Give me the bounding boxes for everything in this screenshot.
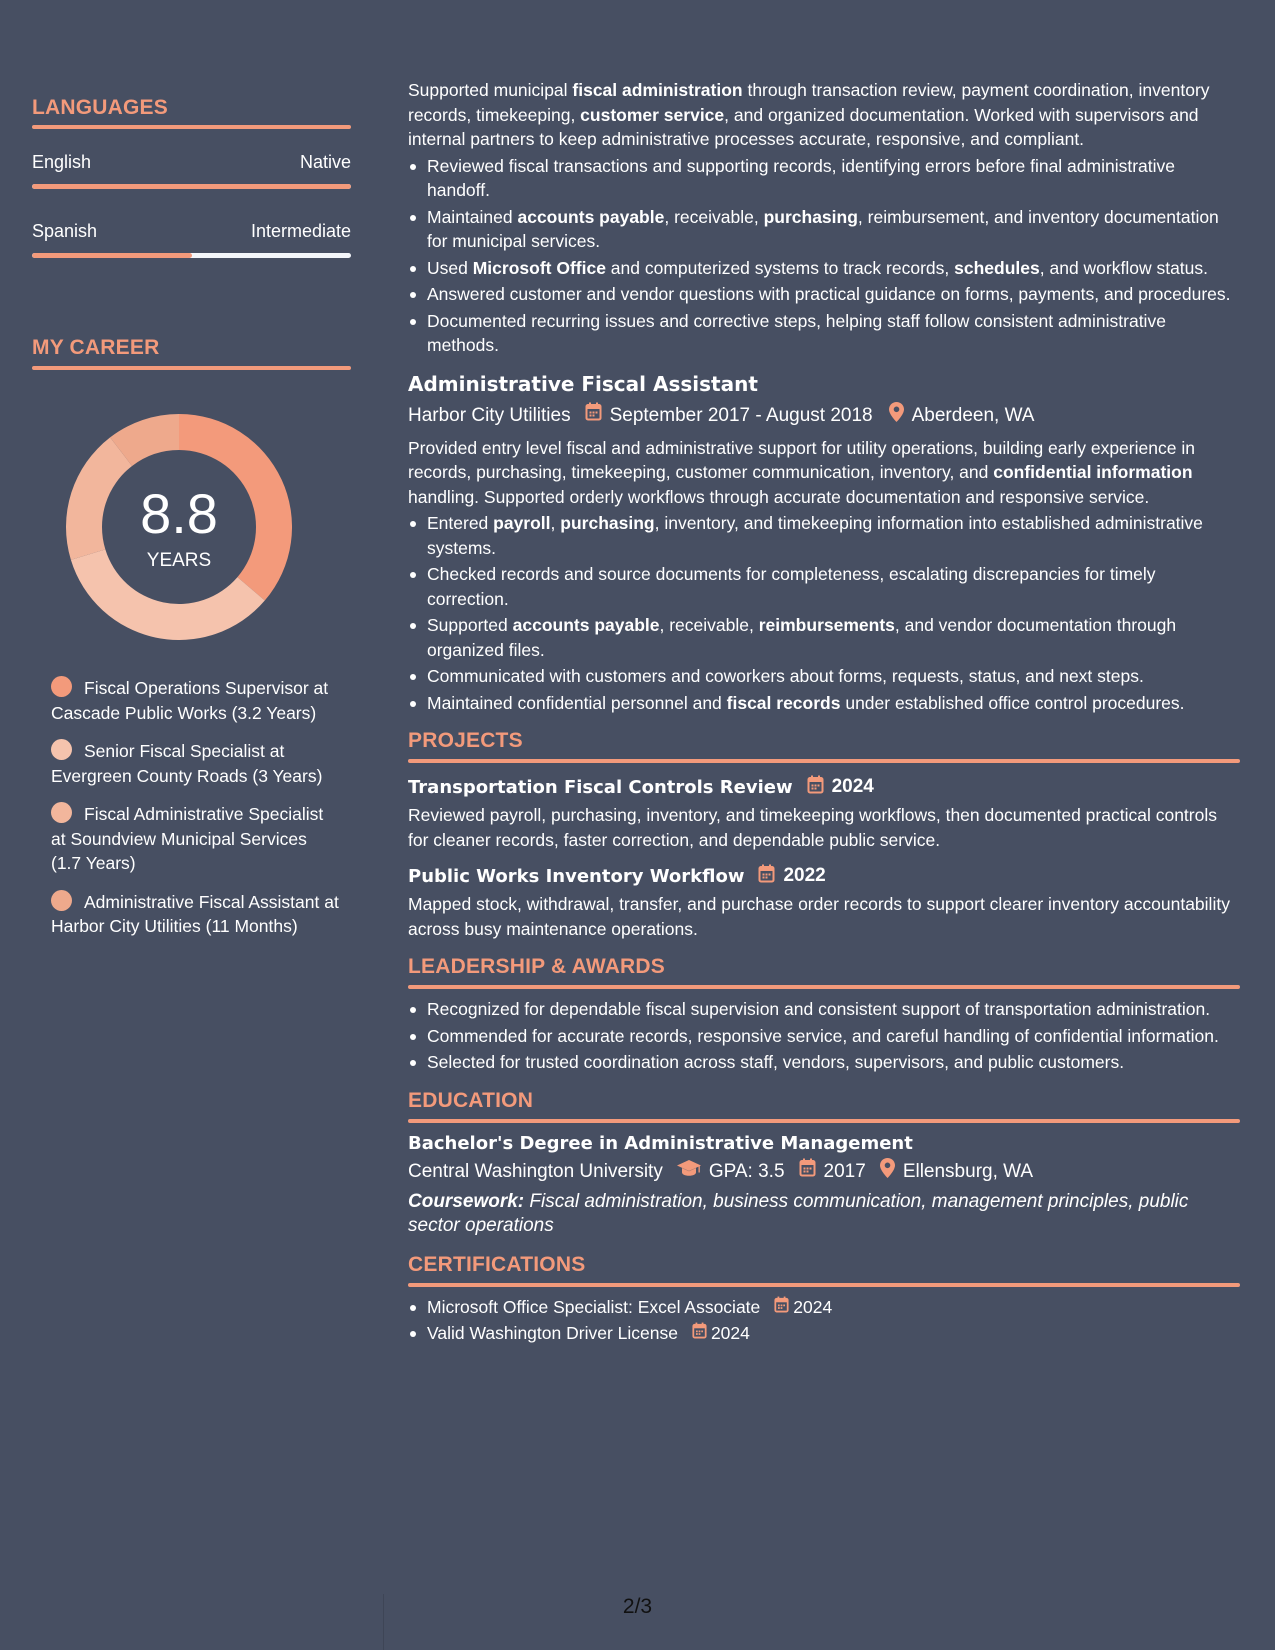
project-name: Transportation Fiscal Controls Review [408, 776, 793, 798]
list-item: Checked records and source documents for completeness, escalating discrepancies for timely correction. [408, 562, 1240, 611]
page-number: 2/3 [622, 1595, 653, 1618]
total-years-unit: YEARS [146, 550, 212, 571]
list-item: Commended for accurate records, responsive service, and careful handling of confidential information. [408, 1024, 1240, 1049]
calendar-icon [585, 402, 602, 429]
list-item: Selected for trusted coordination across staff, vendors, supervisors, and public customers. [408, 1050, 1240, 1075]
language-bar-fill [32, 184, 351, 189]
career-legend-item [51, 676, 341, 725]
language-bar-english [32, 184, 351, 189]
list-item: Answered customer and vendor questions with practical guidance on forms, payments, and procedures. [408, 282, 1240, 307]
job-company: Harbor City Utilities [408, 404, 571, 426]
coursework-label: Coursework: [408, 1190, 525, 1212]
legend-label: Senior Fiscal Specialist at Evergreen County Roads (3 Years) [51, 741, 323, 786]
career-legend-item [51, 739, 341, 788]
job-title: Administrative Fiscal Assistant [408, 371, 758, 396]
list-item: Recognized for dependable fiscal supervision and consistent support of transportation administration. [408, 997, 1240, 1022]
leadership-section [408, 955, 1240, 1075]
list-item: Documented recurring issues and corrective steps, helping staff follow consistent administrative methods. [408, 309, 1240, 358]
language-row-english [32, 152, 351, 173]
project-year: 2024 [831, 776, 874, 797]
languages-heading: LANGUAGES [32, 96, 168, 119]
languages-rule [32, 125, 351, 129]
legend-dot [51, 890, 72, 911]
legend-label: Fiscal Administrative Specialist at Soundview Municipal Services (1.7 Years) [51, 804, 324, 873]
certifications-section [408, 1253, 1240, 1346]
language-level: Native [299, 152, 351, 172]
donut-center [66, 414, 292, 640]
list-item [408, 1295, 1240, 1320]
job-meta [408, 402, 1240, 430]
project-title [408, 775, 1240, 799]
legend-label: Fiscal Operations Supervisor at Cascade Public Works (3.2 Years) [51, 678, 329, 723]
language-name: Spanish [32, 221, 98, 241]
graduation-cap-icon [677, 1159, 701, 1185]
certification-year: 2024 [710, 1323, 750, 1343]
total-years-value: 8.8 [140, 482, 218, 545]
projects-section [408, 729, 1240, 941]
location-pin-icon [880, 1158, 895, 1186]
gpa: GPA: 3.5 [708, 1160, 785, 1182]
leadership-bullets [408, 997, 1240, 1075]
list-item: Communicated with customers and coworkers about forms, requests, status, and next steps. [408, 664, 1240, 689]
job-summary: Provided entry level fiscal and administrative support for utility operations, building early experience in records, purchasing, timekeeping, customer communication, inventory, and confidential information handling. Supported orderly workflows through accurate documentation and responsive service. [408, 437, 1195, 507]
legend-label: Administrative Fiscal Assistant at Harbor City Utilities (11 Months) [51, 891, 339, 936]
list-item: Used Microsoft Office and computerized systems to track records, schedules, and workflow status. [408, 256, 1240, 281]
list-item: Maintained confidential personnel and fiscal records under established office control procedures. [408, 691, 1240, 716]
job-location: Aberdeen, WA [911, 404, 1035, 426]
certifications-heading: CERTIFICATIONS [408, 1252, 586, 1276]
project-description: Reviewed payroll, purchasing, inventory, and timekeeping workflows, then documented practical controls for cleaner records, faster correction, and dependable public service. [408, 805, 1217, 850]
list-item: Reviewed fiscal transactions and supporting records, identifying errors before final administrative handoff. [408, 154, 1240, 203]
education-meta [408, 1158, 1240, 1186]
language-name: English [32, 152, 92, 172]
certification-year: 2024 [793, 1296, 833, 1317]
projects-rule [408, 759, 1240, 763]
school-location: Ellensburg, WA [902, 1160, 1034, 1182]
list-item [408, 1321, 1240, 1346]
language-level: Intermediate [250, 221, 351, 241]
previous-job-bullets [408, 154, 1240, 358]
job-bullets [408, 511, 1240, 715]
language-row-spanish [32, 221, 351, 242]
previous-job-summary: Supported municipal fiscal administration through transaction review, payment coordination, inventory records, timekeeping, customer service, and organized documentation. Worked with supervisors and internal partners to keep administrative processes accurate, responsive, and compliant. [408, 80, 1210, 149]
calendar-icon [758, 864, 775, 888]
career-rule [32, 366, 351, 370]
calendar-icon [799, 1158, 816, 1185]
calendar-icon [807, 775, 824, 799]
graduation-year: 2017 [823, 1160, 866, 1182]
leadership-heading: LEADERSHIP & AWARDS [408, 955, 665, 978]
calendar-icon [692, 1321, 707, 1346]
list-item: Maintained accounts payable, receivable, purchasing, reimbursement, and inventory documentation for municipal services. [408, 205, 1240, 254]
language-bar-spanish [32, 253, 351, 258]
education-rule [408, 1119, 1240, 1123]
coursework-text: Fiscal administration, business communication, management principles, public sector operations [408, 1190, 1189, 1236]
career-legend [51, 676, 341, 953]
legend-dot [51, 739, 72, 760]
projects-heading: PROJECTS [408, 729, 523, 752]
certification-name: Valid Washington Driver License [427, 1323, 678, 1343]
legend-dot [51, 676, 72, 697]
school-name: Central Washington University [408, 1160, 663, 1182]
project-year: 2022 [783, 865, 826, 886]
calendar-icon [774, 1295, 789, 1320]
career-legend-item [51, 802, 341, 876]
job-dates: September 2017 - August 2018 [609, 404, 873, 426]
project-name: Public Works Inventory Workflow [408, 865, 745, 887]
education-heading: EDUCATION [408, 1088, 534, 1112]
coursework [408, 1190, 1240, 1239]
list-item: Supported accounts payable, receivable, reimbursements, and vendor documentation through organized files. [408, 613, 1240, 662]
project-title [408, 864, 1240, 888]
education-section [408, 1089, 1240, 1239]
list-item: Entered payroll, purchasing, inventory, and timekeeping information into established administrative systems. [408, 511, 1240, 560]
location-pin-icon [889, 402, 904, 430]
main-content [408, 78, 1240, 1346]
language-bar-fill [32, 253, 192, 258]
certification-name: Microsoft Office Specialist: Excel Associate [427, 1296, 761, 1317]
degree-title: Bachelor's Degree in Administrative Management [408, 1132, 913, 1154]
leadership-rule [408, 985, 1240, 989]
legend-dot [51, 802, 72, 823]
project-description: Mapped stock, withdrawal, transfer, and purchase order records to support clearer inventory accountability across busy maintenance operations. [408, 894, 1230, 939]
certifications-list [408, 1295, 1240, 1346]
certifications-rule [408, 1283, 1240, 1287]
career-heading: MY CAREER [32, 336, 160, 359]
career-legend-item [51, 890, 341, 939]
